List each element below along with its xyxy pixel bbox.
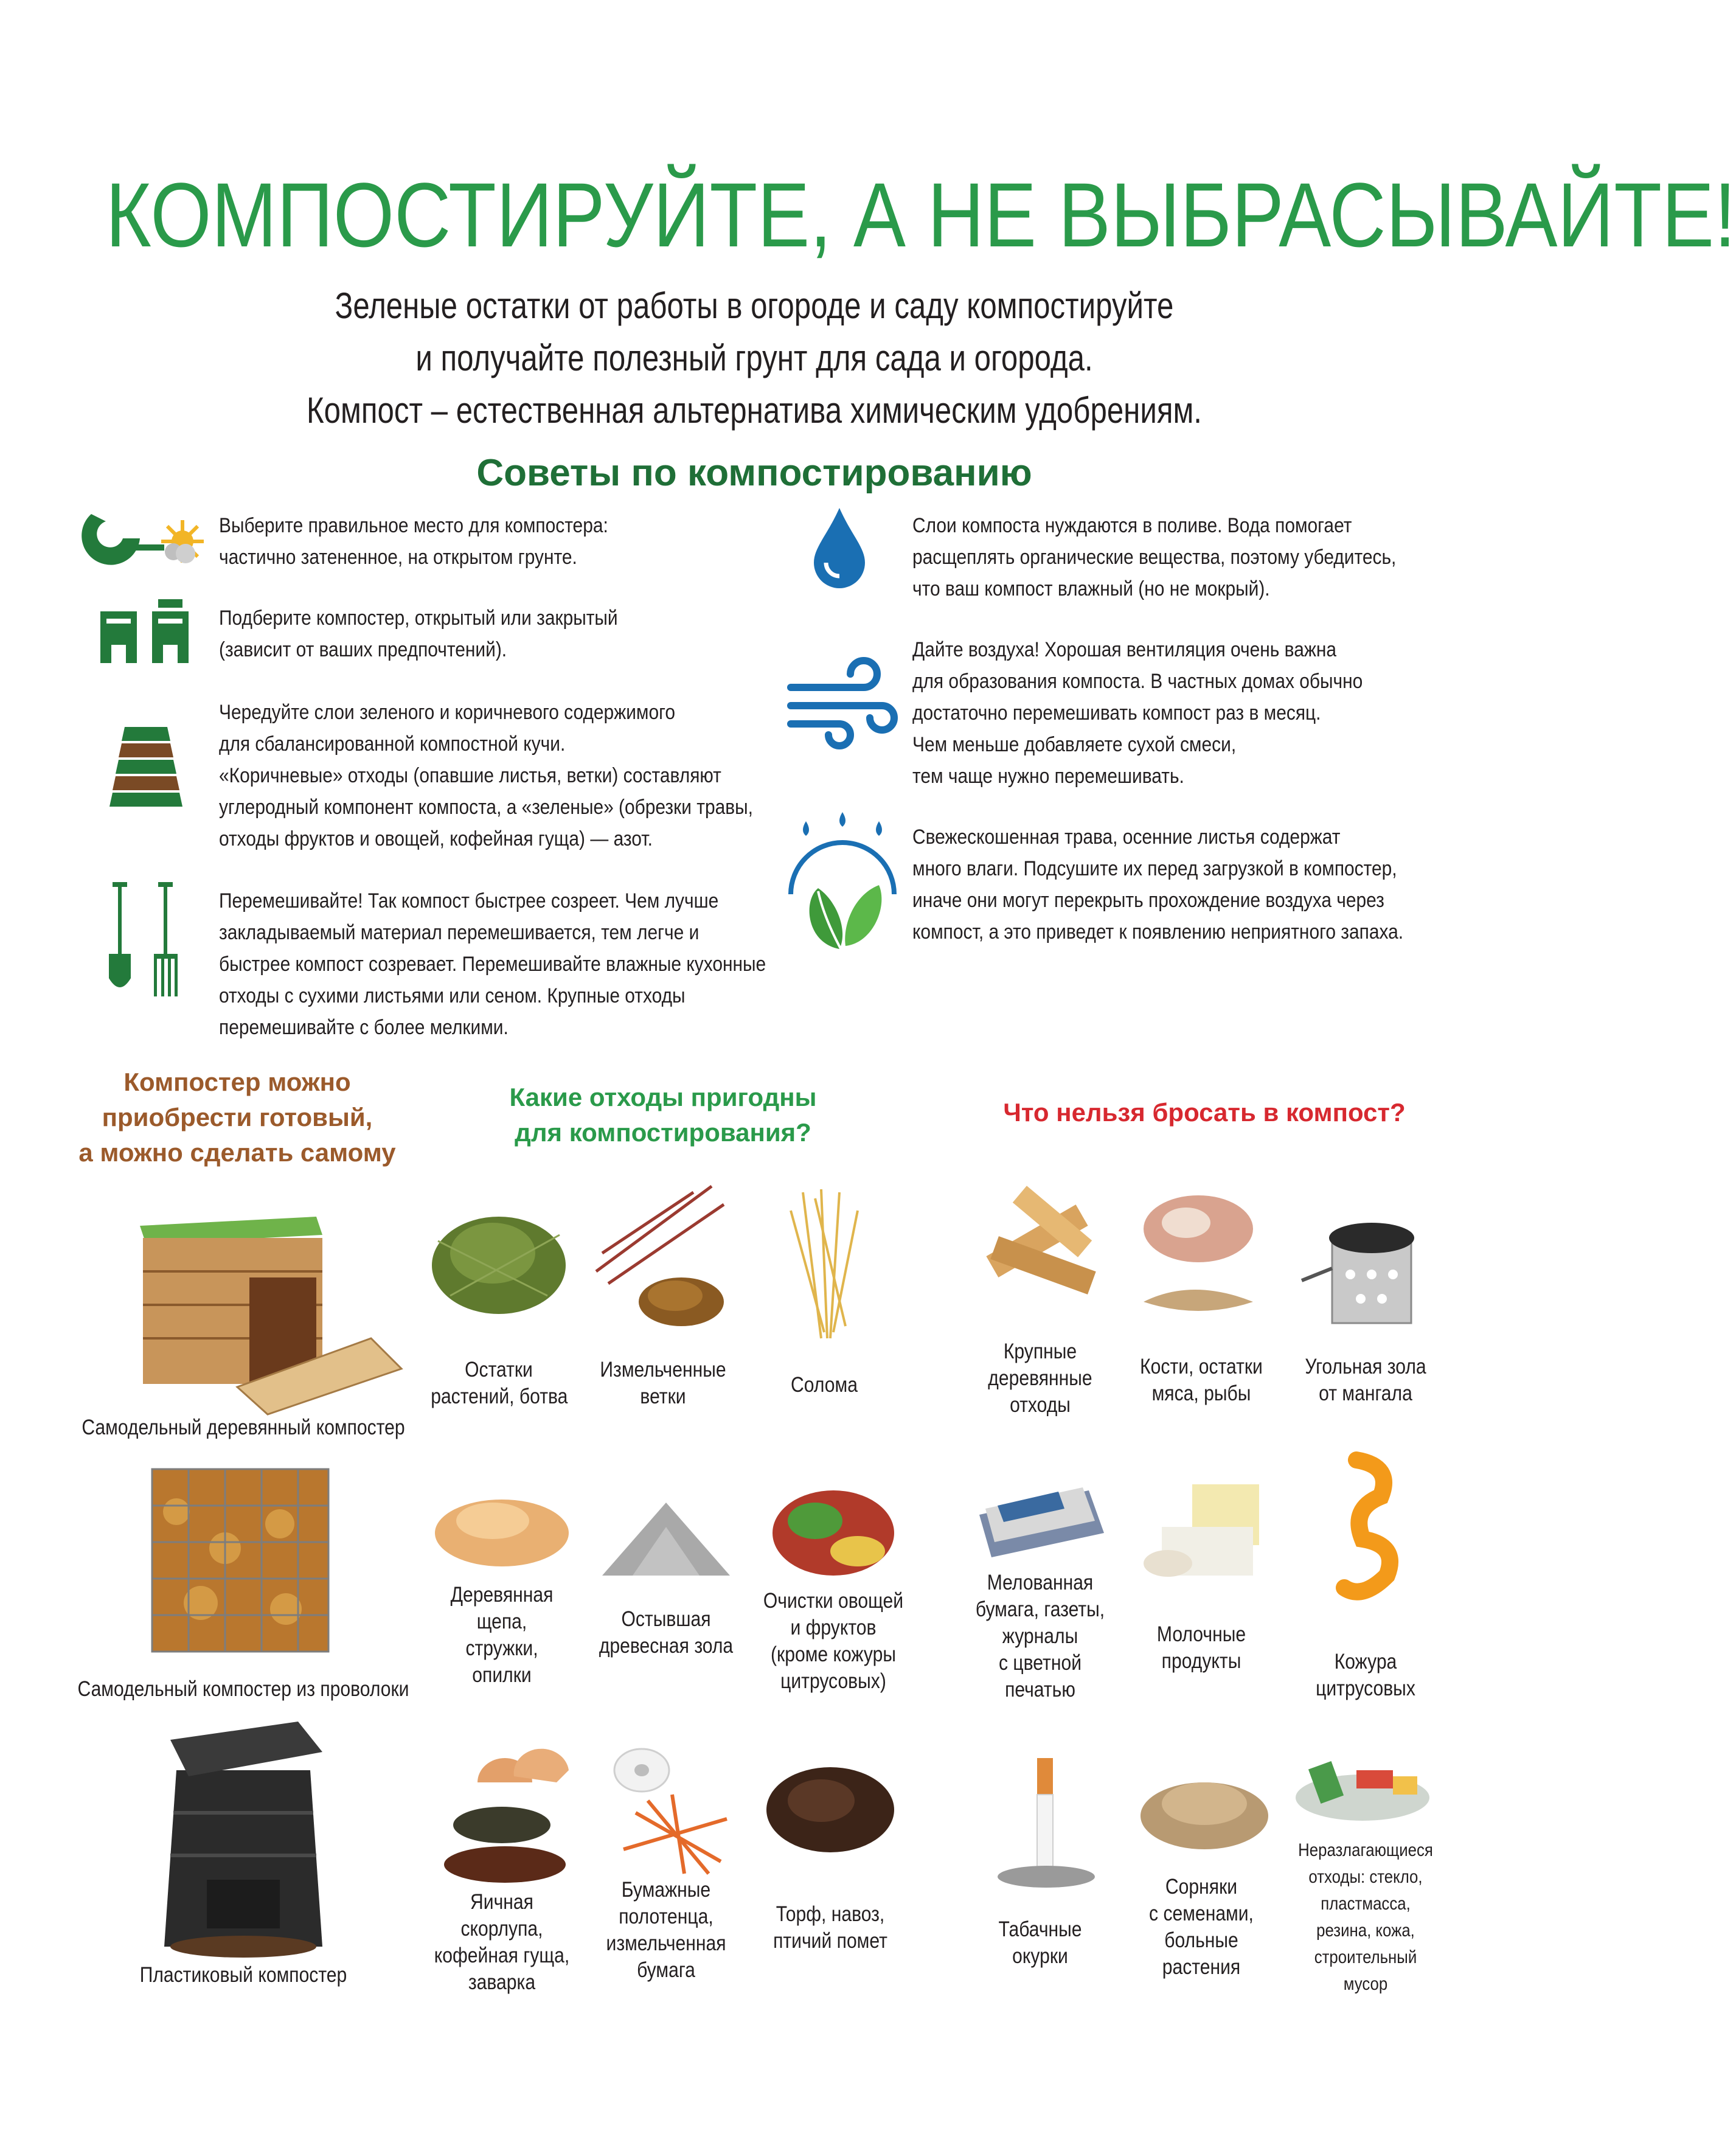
forbidden-caption: [1297, 1354, 1434, 1407]
tip-air: [912, 634, 1363, 792]
composter-caption: [66, 1676, 422, 1703]
layers-icon: [103, 724, 189, 809]
caption-line: кофейная гуща,: [434, 1944, 570, 1967]
tip-line: много влаги. Подсушите их перед загрузкой в компостер,: [912, 857, 1397, 880]
caption-line: Измельченные: [600, 1358, 726, 1382]
wire-composter-image: [140, 1457, 341, 1664]
tip-line: расщеплять органические вещества, поэтому убедитесь,: [912, 546, 1397, 569]
forbidden-caption: [1133, 1621, 1269, 1675]
caption-line: Очистки овощей: [763, 1589, 904, 1613]
caption-line: отходы: стекло,: [1308, 1867, 1423, 1887]
citrus-peel-image: [1308, 1448, 1429, 1618]
tip-layers: [219, 697, 753, 855]
tip-line: перемешивайте с более мелкими.: [219, 1016, 509, 1039]
caption-line: больные: [1164, 1928, 1238, 1952]
caption-line: Пластиковый компостер: [139, 1963, 347, 1987]
forbidden-heading: [955, 1095, 1454, 1130]
tip-line: быстрее компост созревает. Перемешивайте влажные кухонные: [219, 953, 766, 976]
paper-towels-image: [599, 1740, 739, 1880]
forbidden-caption: [1133, 1874, 1269, 1981]
heading-line: приобрести готовый,: [102, 1103, 373, 1131]
heading-line: Компостер можно: [123, 1068, 351, 1096]
allowed-caption: [595, 1357, 731, 1410]
place-sun-icon: [85, 508, 207, 575]
tip-line: Дайте воздуха! Хорошая вентиляция очень важна: [912, 638, 1337, 661]
caption-line: Самодельный компостер из проволоки: [77, 1677, 409, 1701]
straw-image: [779, 1186, 870, 1344]
tip-water: [912, 510, 1396, 605]
shovel-fork-icon: [100, 882, 192, 1004]
caption-line: продукты: [1161, 1649, 1241, 1673]
caption-line: опилки: [472, 1663, 532, 1687]
caption-line: Сорняки: [1165, 1875, 1238, 1899]
caption-line: полотенца,: [619, 1905, 713, 1928]
caption-line: Торф, навоз,: [776, 1902, 885, 1926]
caption-line: Неразлагающиеся: [1298, 1840, 1433, 1860]
caption-line: Кожура: [1334, 1650, 1397, 1673]
dairy-products-image: [1137, 1472, 1271, 1594]
peat-manure-image: [760, 1752, 900, 1861]
tip-line: Свежескошенная трава, осенние листья содержат: [912, 825, 1341, 849]
charcoal-grill-image: [1296, 1208, 1436, 1329]
forbidden-caption: [972, 1569, 1108, 1703]
forbidden-caption: [1297, 1649, 1434, 1702]
caption-line: от мангала: [1319, 1382, 1412, 1405]
forbidden-caption: [972, 1338, 1108, 1419]
caption-line: Мелованная: [987, 1571, 1094, 1594]
caption-line: заварка: [468, 1970, 536, 1994]
caption-line: Яичная: [470, 1890, 533, 1914]
wooden-composter-image: [128, 1211, 408, 1417]
water-drop-icon: [809, 505, 870, 590]
allowed-caption: [431, 1582, 572, 1689]
tip-line: Подберите компостер, открытый или закрытый: [219, 606, 618, 630]
caption-line: Кости, остатки: [1140, 1355, 1263, 1378]
caption-line: отходы: [1010, 1393, 1071, 1417]
tip-line: Выберите правильное место для компостера:: [219, 514, 608, 537]
plant-residue-image: [426, 1192, 572, 1326]
composter-caption: [66, 1414, 422, 1441]
caption-line: цитрусовых): [780, 1669, 886, 1693]
heading-line: для компостирования?: [515, 1118, 811, 1147]
tip-line: Слои компоста нуждаются в поливе. Вода помогает: [912, 514, 1352, 537]
allowed-caption: [757, 1901, 904, 1955]
allowed-caption: [754, 1372, 895, 1399]
heading-line: а можно сделать самому: [78, 1138, 396, 1167]
forbidden-caption: [1290, 1837, 1441, 1998]
cigarette-butts-image: [979, 1752, 1107, 1892]
heading-line: Что нельзя бросать в компост?: [1003, 1098, 1406, 1127]
tip-line: (зависит от ваших предпочтений).: [219, 638, 507, 661]
caption-line: деревянные: [988, 1366, 1092, 1390]
tip-line: «Коричневые» отходы (опавшие листья, ветки) составляют: [219, 764, 721, 787]
vegetable-peels-image: [766, 1460, 900, 1588]
allowed-heading: [462, 1080, 864, 1150]
non-degradable-waste-image: [1290, 1746, 1436, 1825]
caption-line: бумага, газеты,: [975, 1597, 1105, 1621]
tip-line: частично затененное, на открытом грунте.: [219, 546, 577, 569]
tip-line: отходы фруктов и овощей, кофейная гуща) — азот.: [219, 827, 653, 850]
caption-line: Крупные: [1003, 1340, 1077, 1363]
caption-line: птичий помет: [773, 1929, 887, 1953]
caption-line: окурки: [1012, 1944, 1068, 1968]
subtitle-line: и получайте полезный грунт для сада и огорода.: [415, 338, 1093, 378]
tip-line: иначе они могут перекрыть прохождение воздуха через: [912, 889, 1384, 912]
chopped-branches-image: [590, 1180, 730, 1332]
caption-line: Солома: [791, 1373, 858, 1397]
tip-line: Перемешивайте! Так компост быстрее созреет. Чем лучше: [219, 889, 719, 912]
caption-line: растений, ботва: [431, 1385, 568, 1408]
caption-line: с цветной: [998, 1651, 1082, 1675]
eggshell-coffee-image: [435, 1740, 575, 1886]
tip-line: закладываемый материал перемешивается, тем легче и: [219, 921, 700, 944]
wood-ash-image: [596, 1496, 736, 1582]
bones-meat-image: [1131, 1180, 1265, 1338]
caption-line: цитрусовых: [1316, 1677, 1415, 1700]
caption-line: Самодельный деревянный компостер: [82, 1416, 405, 1439]
tip-composter: [219, 602, 618, 666]
caption-line: стружки,: [465, 1636, 538, 1660]
page-title: КОМПОСТИРУЙТЕ, А НЕ ВЫБРАСЫВАЙТЕ!: [105, 164, 1736, 266]
tip-line: Чем меньше добавляете сухой смеси,: [912, 733, 1237, 756]
allowed-caption: [757, 1588, 909, 1695]
caption-line: и фруктов: [790, 1616, 877, 1639]
subtitle: [136, 280, 1373, 437]
weeds-image: [1134, 1758, 1274, 1855]
subtitle-line: Зеленые остатки от работы в огороде и саду компостируйте: [335, 285, 1174, 326]
caption-line: мусор: [1343, 1974, 1388, 1994]
subtitle-line: Компост – естественная альтернатива химическим удобрениям.: [307, 390, 1202, 431]
allowed-caption: [431, 1889, 572, 1996]
tip-moisture: [912, 821, 1403, 948]
tip-line: тем чаще нужно перемешивать.: [912, 765, 1184, 788]
caption-line: Деревянная: [450, 1583, 554, 1607]
caption-line: Остатки: [465, 1358, 533, 1382]
heading-line: Какие отходы пригодны: [509, 1083, 817, 1111]
glossy-magazines-image: [967, 1478, 1113, 1563]
caption-line: бумага: [637, 1958, 695, 1982]
tip-line: достаточно перемешивать компост раз в месяц.: [912, 701, 1321, 725]
caption-line: древесная зола: [599, 1634, 734, 1658]
tip-mix: [219, 885, 766, 1043]
caption-line: растения: [1162, 1955, 1241, 1979]
tip-line: углеродный компонент компоста, а «зеленые» (обрезки травы,: [219, 796, 753, 819]
caption-line: пластмасса,: [1321, 1894, 1411, 1914]
caption-line: Молочные: [1156, 1622, 1246, 1646]
caption-line: Табачные: [998, 1917, 1082, 1941]
allowed-caption: [595, 1606, 737, 1660]
caption-line: (кроме кожуры: [771, 1642, 896, 1666]
allowed-caption: [595, 1877, 737, 1984]
caption-line: строительный: [1314, 1947, 1417, 1967]
caption-line: ветки: [640, 1385, 686, 1408]
leaves-drops-icon: [782, 809, 903, 967]
caption-line: резина, кожа,: [1316, 1920, 1415, 1941]
forbidden-caption: [972, 1916, 1108, 1970]
composter-caption: [66, 1962, 422, 1989]
caption-line: щепа,: [476, 1610, 527, 1633]
composters-heading: [36, 1065, 438, 1170]
caption-line: мяса, рыбы: [1151, 1382, 1251, 1405]
caption-line: Остывшая: [621, 1607, 711, 1631]
caption-line: Бумажные: [621, 1878, 711, 1902]
tip-line: отходы с сухими листьями или сеном. Крупные отходы: [219, 984, 686, 1007]
forbidden-caption: [1133, 1354, 1269, 1407]
wood-chips-image: [432, 1478, 572, 1569]
large-wood-image: [967, 1192, 1113, 1314]
wind-icon: [785, 651, 894, 748]
plastic-composter-image: [152, 1715, 335, 1959]
tip-line: компост, а это приведет к появлению неприятного запаха.: [912, 920, 1404, 944]
tip-line: что ваш компост влажный (но не мокрый).: [912, 577, 1270, 600]
allowed-caption: [431, 1357, 567, 1410]
caption-line: скорлупа,: [460, 1917, 543, 1941]
tip-line: для сбалансированной компостной кучи.: [219, 732, 566, 756]
tips-heading: Советы по компостированию: [476, 452, 1032, 494]
tip-line: Чередуйте слои зеленого и коричневого содержимого: [219, 701, 676, 724]
caption-line: журналы: [1002, 1624, 1078, 1648]
caption-line: с семенами,: [1149, 1902, 1254, 1925]
caption-line: Угольная зола: [1305, 1355, 1426, 1378]
composter-choice-icon: [91, 599, 201, 666]
caption-line: измельченная: [606, 1931, 726, 1955]
tip-place: [219, 510, 608, 573]
tip-line: для образования компоста. В частных домах обычно: [912, 670, 1363, 693]
caption-line: печатью: [1005, 1678, 1075, 1701]
